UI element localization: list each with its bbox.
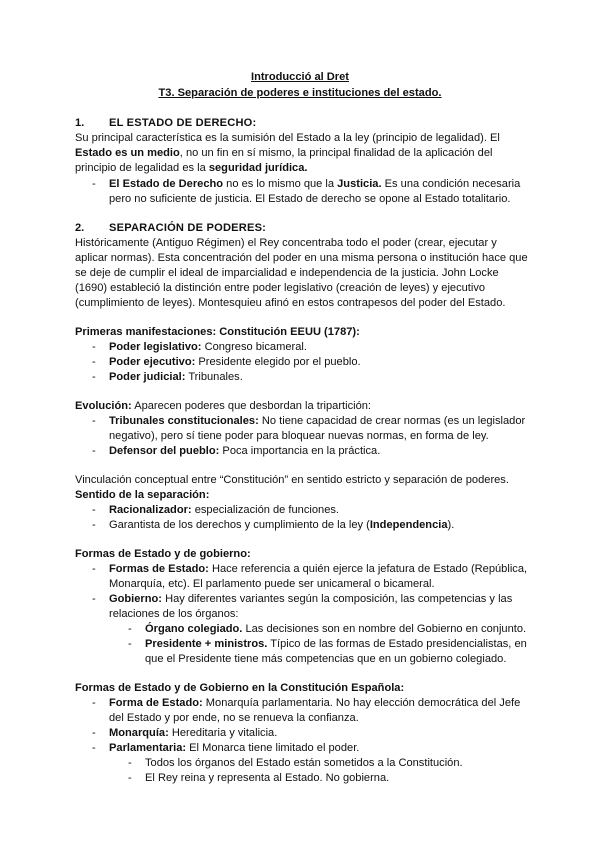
dash-bullet: - <box>92 593 96 605</box>
dash-bullet: - <box>92 563 96 575</box>
text: Es una condición necesaria <box>381 178 521 190</box>
list-item <box>109 518 454 533</box>
list-item-cont: negativo), pero sí tiene poder para bloquear nuevas normas, en forma de ley. <box>109 430 489 442</box>
list-item <box>109 592 512 607</box>
dash-bullet: - <box>128 772 132 784</box>
dash-bullet: - <box>92 504 96 516</box>
bold-text: El Estado de Derecho <box>109 178 224 190</box>
sub-list-item: El Rey reina y representa al Estado. No gobierna. <box>145 772 390 784</box>
dash-bullet: - <box>92 445 96 457</box>
list-item <box>109 726 277 741</box>
text: Tribunales. <box>185 371 243 383</box>
section-1-number: 1. <box>75 117 85 129</box>
formas-heading: Formas de Estado y de gobierno: <box>75 548 251 560</box>
bold-text: Poder ejecutivo: <box>109 356 196 368</box>
text: especialización de funciones. <box>191 504 340 516</box>
section-1-line-2 <box>75 146 492 161</box>
formas-ce-heading: Formas de Estado y de Gobierno en la Constitución Española: <box>75 682 405 694</box>
text: Poca importancia en la práctica. <box>219 445 381 457</box>
section-2-line-5: (cumplimiento de leyes). Montesquieu afinó en estos contrapesos del poder del Estado. <box>75 297 506 309</box>
list-item <box>109 562 527 577</box>
section-2-line-1: Históricamente (Antiguo Régimen) el Rey concentraba todo el poder (crear, ejecutar y <box>75 237 497 249</box>
list-item-cont: relaciones de los órganos: <box>109 608 239 620</box>
bold-text: Forma de Estado: <box>109 697 203 709</box>
dash-bullet: - <box>92 742 96 754</box>
list-item <box>109 355 361 370</box>
list-item <box>109 414 525 429</box>
dash-bullet: - <box>92 519 96 531</box>
list-item <box>109 444 380 459</box>
bold-text: Justicia. <box>337 178 382 190</box>
sub-list-item <box>145 622 526 637</box>
bold-text: Evolución: <box>75 400 132 412</box>
section-1-bullet-cont: pero no suficiente de justicia. El Estado de derecho se opone al Estado totalitario. <box>109 193 511 205</box>
text: no es lo mismo que la <box>223 178 338 190</box>
bold-text: Estado es un medio <box>75 147 180 159</box>
sub-list-item-cont: que el Presidente tiene más competencias que en un gobierno colegiado. <box>145 653 507 665</box>
list-item <box>109 340 307 355</box>
text: principio de legalidad es la <box>75 162 209 174</box>
document-title: Introducció al Dret <box>250 71 349 83</box>
bold-text: Poder judicial: <box>109 371 186 383</box>
bold-text: Parlamentaria: <box>109 742 187 754</box>
text: Hay diferentes variantes según la composición, las competencias y las <box>162 593 513 605</box>
bold-text: Formas de Estado: <box>109 563 209 575</box>
dash-bullet: - <box>92 178 96 190</box>
dash-bullet: - <box>92 356 96 368</box>
text: ). <box>447 519 455 531</box>
dash-bullet: - <box>92 727 96 739</box>
sub-list-item <box>145 637 527 652</box>
document-subtitle: T3. Separación de poderes e instituciones del estado. <box>158 87 442 99</box>
primeras-heading: Primeras manifestaciones: Constitución EEUU (1787): <box>75 326 360 338</box>
bold-text: Monarquía: <box>109 727 169 739</box>
section-2-line-3: se deje de cumplir el ideal de imparcialidad e independencia de la justicia. John Locke <box>75 267 499 279</box>
sub-list-item: Todos los órganos del Estado están sometidos a la Constitución. <box>145 757 463 769</box>
text: Típico de las formas de Estado presidencialistas, en <box>267 638 527 650</box>
list-item <box>109 696 520 711</box>
vinculacion-line: Vinculación conceptual entre “Constitución” en sentido estricto y separación de poderes. <box>75 474 509 486</box>
dash-bullet: - <box>92 415 96 427</box>
section-2-line-2: aplicar normas). Esta concentración del poder en una misma persona o institución hace que <box>75 252 528 264</box>
text: Aparecen poderes que desbordan la tripartición: <box>131 400 372 412</box>
list-item <box>109 503 339 518</box>
bold-text: seguridad jurídica. <box>208 162 308 174</box>
text: Hace referencia a quién ejerce la jefatura de Estado (República, <box>208 563 528 575</box>
section-2-line-4: (1690) estableció la distinción entre poder legislativo (creación de leyes) y ejecutivo <box>75 282 486 294</box>
dash-bullet: - <box>128 623 132 635</box>
text: No tiene capacidad de crear normas (es un legislador <box>258 415 526 427</box>
section-1-heading: EL ESTADO DE DERECHO: <box>109 117 257 129</box>
bold-text: Tribunales constitucionales: <box>109 415 259 427</box>
sentido-heading: Sentido de la separación: <box>75 489 210 501</box>
text: Presidente elegido por el pueblo. <box>195 356 361 368</box>
text: Congreso bicameral. <box>201 341 307 353</box>
bold-text: Independencia <box>369 519 448 531</box>
dash-bullet: - <box>128 757 132 769</box>
evolucion-line <box>75 399 371 414</box>
list-item <box>109 370 243 385</box>
section-2-number: 2. <box>75 222 85 234</box>
dash-bullet: - <box>92 697 96 709</box>
text: Monarquía parlamentaria. No hay elección democrática del Jefe <box>202 697 521 709</box>
section-2-heading: SEPARACIÓN DE PODERES: <box>109 222 267 234</box>
text: Las decisiones son en nombre del Gobierno en conjunto. <box>242 623 527 635</box>
bold-text: Poder legislativo: <box>109 341 202 353</box>
bold-text: Órgano colegiado. <box>145 623 243 635</box>
section-1-line-1: Su principal característica es la sumisión del Estado a la ley (principio de legalidad). El <box>75 132 500 144</box>
text: Garantista de los derechos y cumplimiento de la ley ( <box>109 519 370 531</box>
dash-bullet: - <box>92 341 96 353</box>
section-1-line-3 <box>75 161 307 176</box>
list-item-cont: del Estado y por ende, no se renueva la confianza. <box>109 712 359 724</box>
text: El Monarca tiene limitado el poder. <box>186 742 360 754</box>
section-1-bullet <box>109 177 520 192</box>
bold-text: Gobierno: <box>109 593 162 605</box>
dash-bullet: - <box>128 638 132 650</box>
text: , no un fin en sí mismo, la principal finalidad de la aplicación del <box>179 147 493 159</box>
text: Hereditaria y vitalicia. <box>168 727 278 739</box>
bold-text: Presidente + ministros. <box>145 638 268 650</box>
bold-text: Defensor del pueblo: <box>109 445 220 457</box>
bold-text: Racionalizador: <box>109 504 192 516</box>
list-item <box>109 741 359 756</box>
list-item-cont: Monarquía, etc). El parlamento puede ser unicameral o bicameral. <box>109 578 435 590</box>
dash-bullet: - <box>92 371 96 383</box>
